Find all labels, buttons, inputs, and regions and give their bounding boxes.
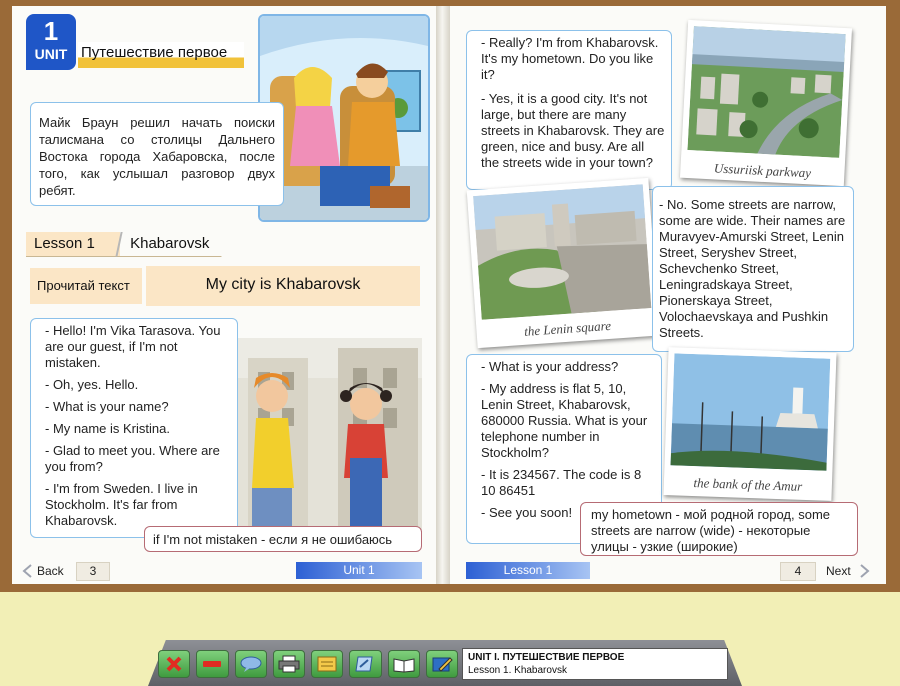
close-icon <box>165 655 183 673</box>
page-number-left-text: 3 <box>89 564 97 578</box>
notebook-button[interactable] <box>311 650 343 678</box>
notebook-icon <box>316 655 338 673</box>
intro-box <box>30 102 284 206</box>
status-title: UNIT I. ПУТЕШЕСТВИЕ ПЕРВОЕ <box>468 652 625 663</box>
dictionary-icon <box>354 655 376 673</box>
unit-tab-label: Unit 1 <box>343 563 375 577</box>
dialogue-line: - Hello! I'm Vika Tarasova. You are our guest, if I'm not mistaken. <box>45 323 221 370</box>
street-kids-illustration <box>238 338 422 530</box>
book-button[interactable] <box>388 650 420 678</box>
lenin-square-image <box>473 184 651 320</box>
print-icon <box>278 655 300 673</box>
lesson-tab-label: Lesson 1 <box>503 563 553 577</box>
instruction-box <box>30 268 142 304</box>
dialogue-line: - I'm from Sweden. I live in Stockholm. It's far from Khabarovsk. <box>45 481 198 528</box>
next-arrow-icon <box>860 564 870 578</box>
status-subtitle: Lesson 1. Khabarovsk <box>468 665 567 676</box>
dialogue-line: - What is your name? <box>45 399 169 414</box>
dialogue-line: - It is 234567. The code is 8 10 86451 <box>481 467 642 498</box>
back-arrow-icon <box>22 564 32 578</box>
vocabulary-tip-text: my hometown - мой родной город, some streets are narrow (wide) - некоторые улицы - узкие (широкие) <box>591 507 831 554</box>
text-title: My city is Khabarovsk <box>205 276 361 293</box>
next-button[interactable] <box>822 562 874 580</box>
dialogue-line: - Yes, it is a good city. It's not large, but there are many streets in Khabarovsk. They are green, nice and busy. Are all the streets wide in your town? <box>481 91 665 170</box>
unit-title <box>78 42 244 68</box>
dialogue-right-box-1 <box>466 30 672 190</box>
book-spine <box>436 6 450 584</box>
vocabulary-tip-left <box>144 526 422 552</box>
dialogue-line: - No. Some streets are narrow, some are wide. Their names are Muravyev-Amurski Street, Lenin Street, Seryshev Street, Schevchenko Street, Leningradskaya Street, Pionerskaya Street, Volochaevskaya and Pushkin Streets. <box>659 197 846 340</box>
toolbar-buttons <box>158 650 458 680</box>
pencil-icon <box>431 655 453 673</box>
dictionary-button[interactable] <box>349 650 381 678</box>
lesson-tab-nav[interactable] <box>466 562 590 579</box>
dialogue-line: - My address is flat 5, 10, Lenin Street, Khabarovsk, 680000 Russia. What is your telephone number in Stockholm? <box>481 381 648 460</box>
photo-lenin-square <box>467 178 660 348</box>
dialogue-line: - Glad to meet you. Where are you from? <box>45 443 220 474</box>
unit-title-text: Путешествие первое <box>81 44 228 61</box>
dialogue-line: - My name is Kristina. <box>45 421 170 436</box>
unit-badge <box>26 14 76 70</box>
page-number-left <box>76 562 110 581</box>
chat-button[interactable] <box>235 650 267 678</box>
page-number-right-text: 4 <box>794 564 802 578</box>
status-panel <box>462 648 728 680</box>
pencil-button[interactable] <box>426 650 458 678</box>
book-icon <box>393 655 415 673</box>
dialogue-left-box <box>30 318 238 538</box>
caption-park: Ussuriisk parkway <box>713 160 812 181</box>
back-label: Back <box>37 564 64 578</box>
amur-image <box>671 353 831 470</box>
dialogue-line: - Oh, yes. Hello. <box>45 377 139 392</box>
instruction-text: Прочитай текст <box>37 278 130 293</box>
minimize-button[interactable] <box>196 650 228 678</box>
lesson-tab <box>26 232 120 257</box>
chat-icon <box>240 656 262 672</box>
lesson-name-tab <box>115 232 226 257</box>
lesson-name: Khabarovsk <box>130 235 210 252</box>
page-number-right <box>780 562 816 581</box>
dialogue-line: - See you soon! <box>481 505 573 520</box>
back-button[interactable] <box>22 562 76 580</box>
print-button[interactable] <box>273 650 305 678</box>
caption-amur: the bank of the Amur <box>693 475 803 494</box>
unit-label: UNIT <box>34 46 68 62</box>
parkway-image <box>687 26 845 158</box>
unit-number: 1 <box>43 16 59 46</box>
dialogue-right-box-2 <box>652 186 854 352</box>
unit-tab[interactable] <box>296 562 422 579</box>
photo-ussuriisk-parkway <box>680 20 852 186</box>
photo-amur-bank <box>663 347 836 501</box>
intro-text: Майк Браун решил начать поиски талисмана со столицы Дальнего Востока города Хабаровска, после того, как услышал разговор двух ребят. <box>39 115 275 198</box>
dialogue-line: - Really? I'm from Khabarovsk. It's my hometown. Do you like it? <box>481 35 659 82</box>
caption-square: the Lenin square <box>523 317 612 339</box>
lesson-label: Lesson 1 <box>34 235 95 252</box>
vocabulary-tip-right <box>580 502 858 556</box>
close-button[interactable] <box>158 650 190 678</box>
minus-icon <box>202 659 222 669</box>
next-label: Next <box>826 564 851 578</box>
text-title-box <box>146 266 420 306</box>
vocabulary-tip-text: if I'm not mistaken - если я не ошибаюсь <box>153 532 393 547</box>
dialogue-line: - What is your address? <box>481 359 619 374</box>
